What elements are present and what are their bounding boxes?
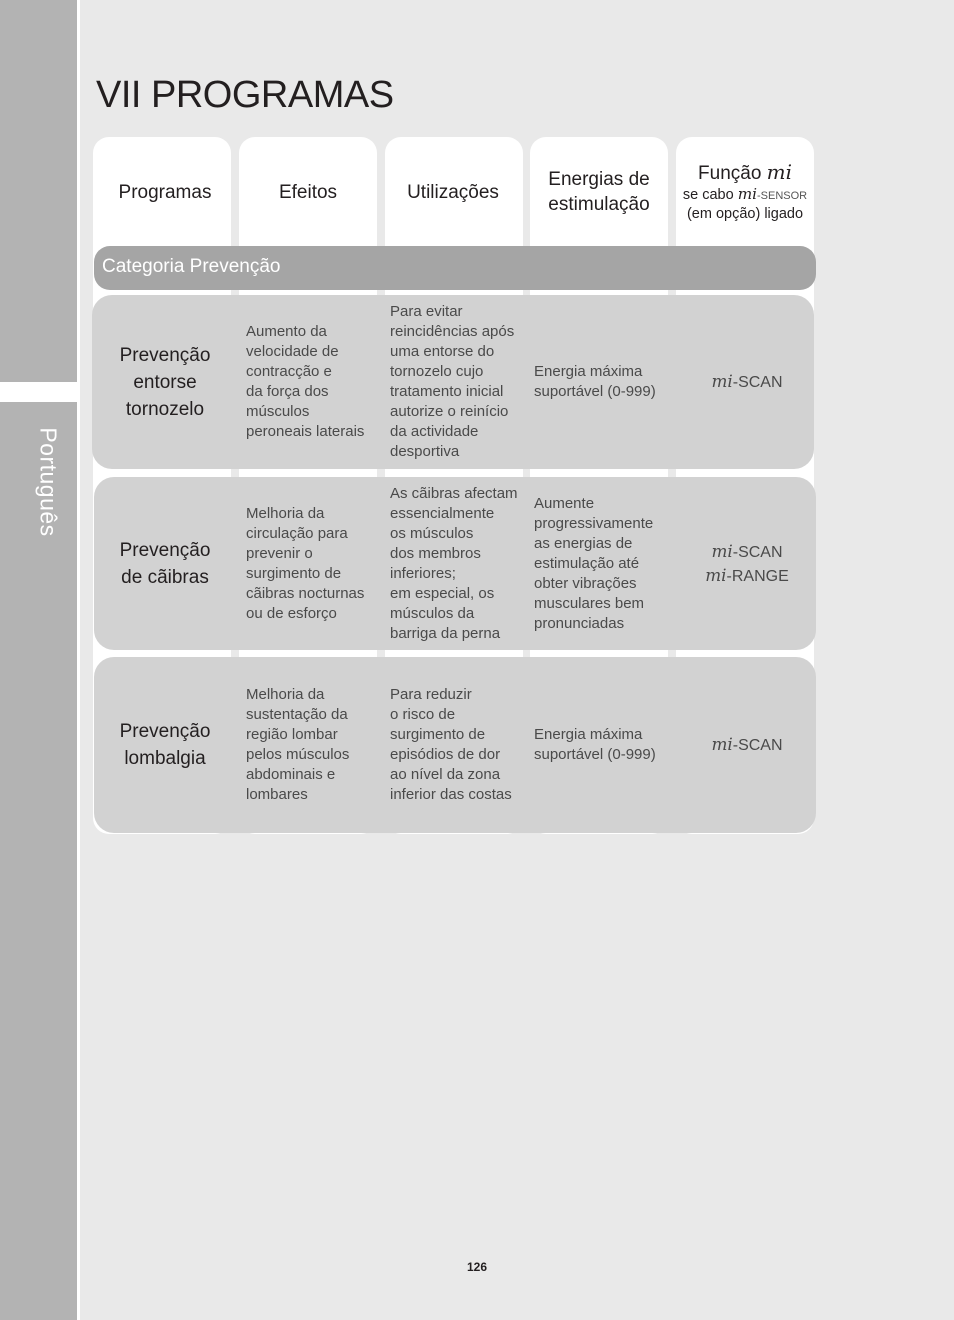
mi-logo: mi	[711, 734, 733, 754]
mi-logo: mi	[711, 371, 733, 391]
header-programas: Programas	[118, 181, 212, 203]
header-funcao-title	[698, 161, 792, 185]
funcao-item	[705, 564, 789, 588]
funcao-suffix: -RANGE	[726, 567, 789, 585]
funcao-suffix: -SCAN	[732, 737, 783, 754]
sidebar	[0, 0, 77, 1320]
program-funcao	[678, 295, 816, 469]
program-efeitos: Melhoria da circulação para prevenir o surgimento de cãibras nocturnas ou de esforço	[246, 504, 365, 622]
program-name: Prevenção lombalgia	[119, 721, 211, 769]
header-energias: Energias de estimulação	[548, 169, 650, 215]
program-utilizacoes: As cãibras afectam essencialmente os músculos dos membros inferiores; em especial, os músculos da barriga da perna	[390, 484, 518, 642]
program-name: Prevenção de cãibras	[119, 539, 211, 588]
program-funcao	[678, 477, 816, 650]
header-funcao-pre: se cabo	[682, 187, 734, 203]
header-funcao-title-text: Função	[698, 163, 762, 184]
funcao-suffix: -SCAN	[732, 374, 783, 391]
program-energias: Energia máxima suportável (0-999)	[534, 726, 656, 763]
mi-logo: mi	[737, 185, 757, 203]
funcao-item	[711, 733, 782, 757]
header-funcao-sensor: -SENSOR	[757, 190, 808, 202]
sidebar-marker	[0, 382, 77, 402]
category-label: Categoria Prevenção	[102, 256, 281, 277]
program-efeitos: Melhoria da sustentação da região lombar pelos músculos abdominais e lombares	[246, 686, 350, 803]
header-efeitos: Efeitos	[278, 181, 338, 203]
page-title: VII PROGRAMAS	[96, 74, 394, 116]
mi-logo: mi	[711, 540, 733, 561]
funcao-item	[711, 540, 782, 564]
program-name: Prevenção entorse tornozelo	[119, 344, 211, 420]
program-energias: Energia máxima suportável (0-999)	[534, 363, 656, 400]
sidebar-divider	[77, 0, 80, 1320]
sidebar-language-label: Português	[35, 427, 62, 537]
funcao-suffix: -SCAN	[732, 543, 783, 561]
header-funcao-line3: (em opção) ligado	[686, 206, 804, 222]
mi-logo: mi	[705, 564, 727, 585]
program-utilizacoes: Para evitar reincidências após uma entorse do tornozelo cujo tratamento inicial autorize o reinício da actividade desportiva	[390, 303, 515, 460]
program-utilizacoes: Para reduzir o risco de surgimento de episódios de dor ao nível da zona inferior das costas	[390, 686, 512, 803]
header-funcao-line2	[683, 185, 807, 205]
program-energias: Aumente progressivamente as energias de estimulação até obter vibrações musculares bem pronunciadas	[534, 494, 654, 632]
mi-logo: mi	[766, 160, 792, 184]
program-efeitos: Aumento da velocidade de contracção e da força dos músculos peroneais laterais	[246, 323, 365, 440]
header-funcao	[676, 150, 814, 234]
header-utilizacoes: Utilizações	[407, 181, 499, 203]
program-funcao	[678, 657, 816, 833]
page-number: 126	[466, 1260, 488, 1274]
funcao-item	[711, 370, 782, 394]
